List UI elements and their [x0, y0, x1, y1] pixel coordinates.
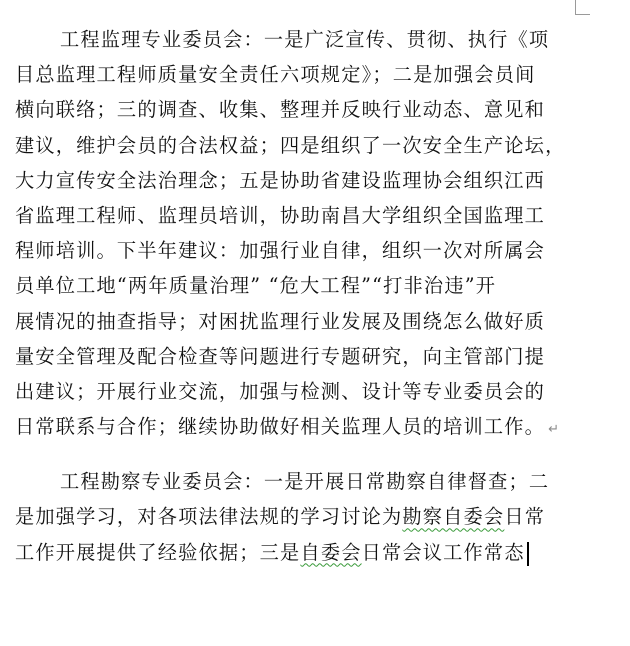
text-line: 程师培训。下半年建议：加强行业自律，组织一次对所属会: [15, 239, 546, 263]
text-cursor: [527, 542, 529, 566]
text-line: 建议，维护会员的合法权益；四是组织了一次安全生产论坛，: [15, 133, 566, 157]
text-line: 出建议；开展行业交流，加强与检测、设计等专业委员会的: [15, 379, 546, 403]
text-line: 省监理工程师、监理员培训，协助南昌大学组织全国监理工: [15, 203, 546, 227]
paragraph-spacing: [15, 444, 575, 464]
text-line: 员单位工地“两年质量治理” “危大工程”“打非治违”开: [15, 274, 497, 298]
text-segment: 日常: [504, 505, 546, 529]
document-body[interactable]: [15, 22, 575, 570]
text-line: 目总监理工程师质量安全责任六项规定》；二是加强会员间: [15, 63, 536, 87]
text-line: 展情况的抽查指导；对困扰监理行业发展及围绕怎么做好质: [15, 309, 546, 333]
paragraph-survey-committee[interactable]: [15, 464, 575, 570]
text-line: 量安全管理及配合检查等问题进行专题研究，向主管部门提: [15, 344, 546, 368]
text-line-content: 日常联系与合作；继续协助做好相关监理人员的培训工作。: [15, 415, 546, 439]
paragraph-mark-icon: ↵: [548, 422, 561, 438]
text-segment: 日常会议工作常态: [361, 540, 525, 564]
text-line: [15, 499, 575, 534]
grammar-flagged-text[interactable]: 自委会: [300, 540, 362, 564]
text-segment: 是加强学习，对各项法律法规的学习讨论为: [15, 505, 403, 529]
text-line: [15, 535, 575, 570]
paragraph-supervision-committee[interactable]: [15, 22, 575, 444]
text-segment: 工作开展提供了经验依据；三是: [15, 540, 301, 564]
text-line: 工程监理专业委员会：一是广泛宣传、贯彻、执行《项: [60, 28, 550, 51]
text-line: 大力宣传安全法治理念；五是协助省建设监理协会组织江西: [15, 168, 546, 192]
text-line: 横向联络；三的调查、收集、整理并反映行业动态、意见和: [15, 98, 546, 122]
text-line-last: [15, 409, 575, 444]
grammar-flagged-text[interactable]: 勘察自委会: [402, 505, 505, 529]
page-corner-marker: [575, 0, 590, 15]
text-line: 工程勘察专业委员会：一是开展日常勘察自律督查；二: [60, 470, 550, 494]
